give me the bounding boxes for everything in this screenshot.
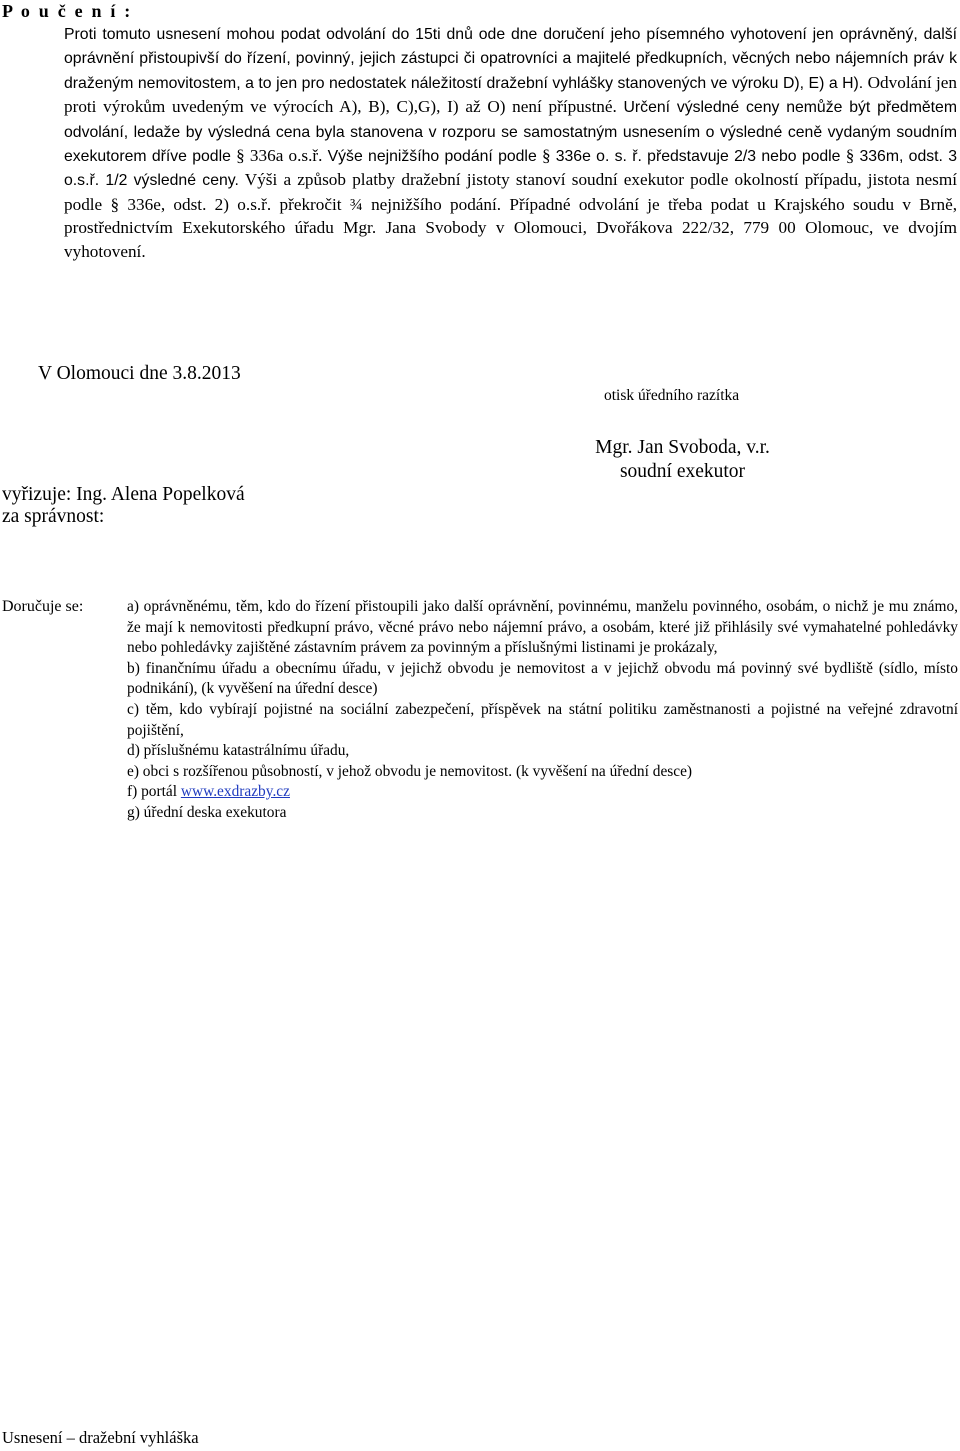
pouceni-sentence-2: Odvolání jen proti výrokům uvedeným ve výrocích A), B), C),G), I) až O) není přípustné. bbox=[64, 72, 958, 117]
signature-block bbox=[580, 436, 785, 484]
delivery-item: e) obci s rozšířenou působností, v jehož obvodu je nemovitost. (k vyvěšení na úřední desce) bbox=[127, 762, 693, 780]
pouceni-sentence-5: Výše nejnižšího podání podle bbox=[327, 148, 537, 166]
delivery-item: a) oprávněnému, těm, kdo do řízení přistoupili jako další oprávnění, povinnému, manželu povinného, osobám, o nichž je mu známo, že mají k nemovitosti předkupní právo, věcné právo nebo nájemní právo, a osobám, které již přihlásily své vymahatelné pohledávky nebo pohledávky zajištěné zástavním právem za povinným a příslušnými listinami je prokázaly, bbox=[127, 598, 958, 657]
signer-name: Mgr. Jan Svoboda, v.r. bbox=[595, 437, 770, 458]
handler-block bbox=[2, 484, 245, 528]
delivery-list bbox=[127, 597, 958, 824]
delivery-label: Doručuje se: bbox=[2, 598, 84, 615]
signer-role: soudní exekutor bbox=[619, 461, 746, 482]
place-and-date: V Olomouci dne 3.8.2013 bbox=[38, 363, 241, 384]
pouceni-sentence-3: Určení výsledné ceny nemůže být předmětem odvolání, ledaže by výsledná cena byla stanovena v rozporu se samostatným usnesením o výsledné ceně vydaným soudním exekutorem dříve podle bbox=[64, 99, 957, 166]
section-sign-icon: § bbox=[110, 194, 120, 214]
pouceni-sentence-1: Proti tomuto usnesení mohou podat odvolání do 15ti dnů ode dne doručení jeho písemného vyhotovení jen oprávněný, další oprávnění přistoupivší do řízení, povinný, jejich zástupci či opatrovníci a majitelé předkupních, věcných nebo nájemních práv k draženým nemovitostem, a to jen pro nedostatek náležitostí dražební vyhlášky stanovených ve výroku D), E) a H). bbox=[64, 26, 957, 92]
pouceni-paragraph bbox=[64, 22, 957, 263]
handler-line: vyřizuje: Ing. Alena Popelková bbox=[2, 484, 245, 505]
delivery-item-f-prefix: f) portál bbox=[127, 783, 181, 801]
correctness-line: za správnost: bbox=[2, 506, 105, 527]
pouceni-sentence-6: 336e o. s. ř. představuje 2/3 nebo podle bbox=[555, 148, 841, 166]
document-footer: Usnesení – dražební vyhláška bbox=[2, 1428, 199, 1447]
delivery-item: c) těm, kdo vybírají pojistné na sociální zabezpečení, příspěvek na státní politiku zaměstnanosti a pojistné na veřejné zdravotní pojištění, bbox=[127, 700, 958, 739]
pouceni-heading: P o u č e n í : bbox=[2, 1, 133, 21]
delivery-item: b) finančnímu úřadu a obecnímu úřadu, v jejichž obvodu je nemovitost a v jejichž obvodu má povinný své bydliště (sídlo, místo podnikání), (k vyvěšení na úřední desce) bbox=[127, 659, 958, 698]
section-sign-icon: § bbox=[541, 146, 551, 166]
pouceni-sentence-4: 336a o.s.ř. bbox=[249, 146, 323, 166]
pouceni-sentence-9: 336e, odst. 2) o.s.ř. překročit ¾ nejnižšího podání. Případné odvolání je třeba podat u Krajského soudu v Brně, prostřednictvím Exekutorského úřadu Mgr. Jana Svobody v Olomouci, Dvořákova 222/32, 779 00 Olomouc, ve dvojím vyhotovení. bbox=[64, 194, 957, 261]
delivery-item: g) úřední deska exekutora bbox=[127, 803, 287, 821]
section-sign-icon: § bbox=[236, 146, 245, 166]
pouceni-sentence-8: Výši a způsob platby dražební jistoty stanoví soudní exekutor podle okolností případu, jistota nesmí podle bbox=[64, 170, 957, 214]
exdrazby-link[interactable]: www.exdrazby.cz bbox=[180, 783, 290, 801]
pouceni-sentence-7: 336m, odst. 3 o.s.ř. 1/2 výsledné ceny. bbox=[64, 148, 958, 190]
delivery-item: d) příslušnému katastrálnímu úřadu, bbox=[127, 742, 350, 760]
stamp-note: otisk úředního razítka bbox=[604, 387, 740, 404]
section-sign-icon: § bbox=[845, 146, 855, 166]
delivery-item bbox=[127, 782, 958, 803]
